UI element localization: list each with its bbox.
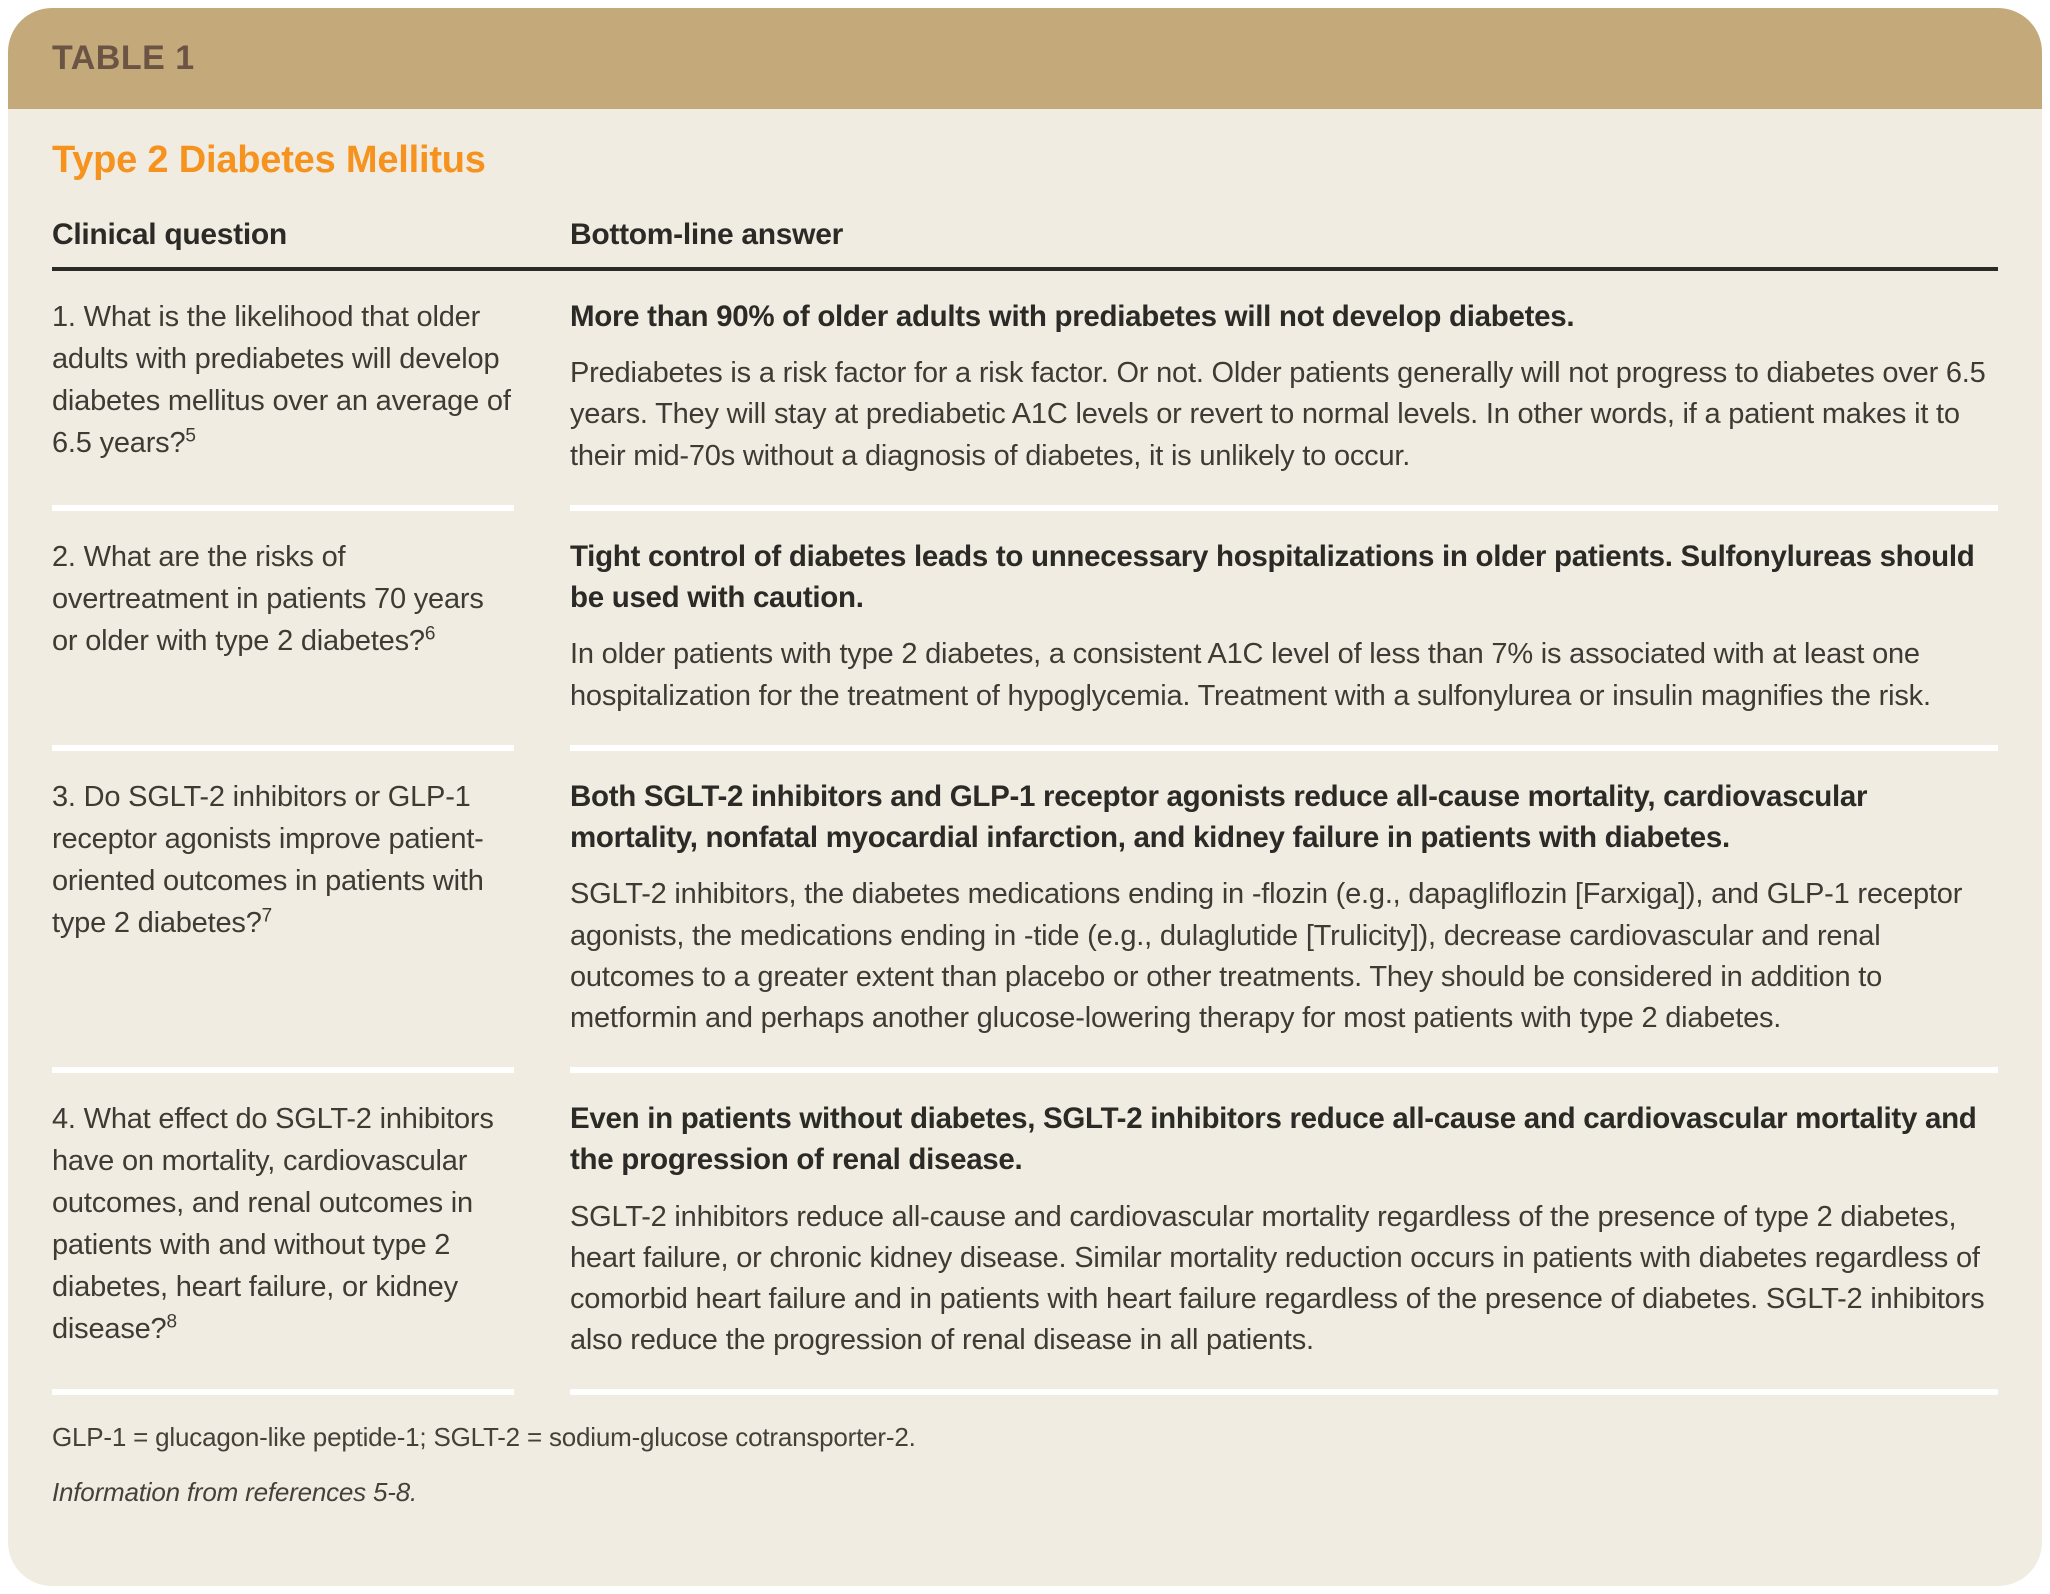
column-header-row xyxy=(52,218,1998,267)
answer-bold-statement: Even in patients without diabetes, SGLT-2 inhibitors reduce all-cause and cardiovascular mortality and the progression of renal disease. xyxy=(570,1102,1977,1177)
table-row-3-question xyxy=(52,751,514,1073)
table-row-4-question xyxy=(52,1073,514,1395)
question-text: 1. What is the likelihood that older adults with prediabetes will develop diabetes mellitus over an average of 6.5 years? xyxy=(52,301,511,460)
table-title: Type 2 Diabetes Mellitus xyxy=(52,139,486,181)
question-text: 2. What are the risks of overtreatment in patients 70 years or older with type 2 diabetes? xyxy=(52,540,484,657)
table-row-4-answer xyxy=(570,1073,1998,1395)
question-reference: 5 xyxy=(185,425,196,447)
answer-detail: SGLT-2 inhibitors reduce all-cause and cardiovascular mortality regardless of the presence of type 2 diabetes, heart failure, or chronic kidney disease. Similar mortality reduction occurs in patients with diabetes regardless of comorbid heart failure and in patients with heart failure regardless of the presence of diabetes. SGLT-2 inhibitors also reduce the progression of renal disease in all patients. xyxy=(570,1200,1985,1357)
table-row-2-answer xyxy=(570,511,1998,751)
question-reference: 6 xyxy=(424,623,436,645)
table-header-band xyxy=(8,8,2042,109)
column-header-bottom-line-answer: Bottom-line answer xyxy=(570,218,843,251)
answer-detail: SGLT-2 inhibitors, the diabetes medications ending in -flozin (e.g., dapagliflozin [Farxiga]), and GLP-1 receptor agonists, the medications ending in -tide (e.g., dulaglutide [Trulicity]), decrease cardiovascular and renal outcomes to a greater extent than placebo or other treatments. They should be considered in addition to metformin and perhaps another glucose-lowering therapy for most patients with type 2 diabetes. xyxy=(570,878,1963,1034)
table-body-panel xyxy=(8,109,2042,1586)
qa-table xyxy=(52,271,1998,1395)
source-note: Information from references 5-8. xyxy=(52,1477,417,1508)
question-reference: 8 xyxy=(166,1311,177,1333)
table-row-1-question xyxy=(52,271,514,511)
answer-detail: Prediabetes is a risk factor for a risk factor. Or not. Older patients generally will not progress to diabetes over 6.5 years. They will stay at prediabetic A1C levels or revert to normal levels. In other words, if a patient makes it to their mid-70s without a diagnosis of diabetes, it is unlikely to occur. xyxy=(570,357,1986,472)
answer-bold-statement: More than 90% of older adults with prediabetes will not develop diabetes. xyxy=(570,300,1575,333)
table-row-3-answer xyxy=(570,751,1998,1073)
answer-detail: In older patients with type 2 diabetes, a consistent A1C level of less than 7% is associated with at least one hospitalization for the treatment of hypoglycemia. Treatment with a sulfonylurea or insulin magnifies the risk. xyxy=(570,638,1931,712)
table-row-1-answer xyxy=(570,271,1998,511)
column-header-clinical-question: Clinical question xyxy=(52,218,287,251)
table-row-2-question xyxy=(52,511,514,751)
answer-bold-statement: Both SGLT-2 inhibitors and GLP-1 receptor agonists reduce all-cause mortality, cardiovascular mortality, nonfatal myocardial infarction, and kidney failure in patients with diabetes. xyxy=(570,779,1868,855)
table-label: TABLE 1 xyxy=(52,39,195,77)
question-text: 4. What effect do SGLT-2 inhibitors have on mortality, cardiovascular outcomes, and renal outcomes in patients with and without type 2 diabetes, heart failure, or kidney disease? xyxy=(52,1103,494,1346)
question-reference: 7 xyxy=(261,905,273,927)
question-text: 3. Do SGLT-2 inhibitors or GLP-1 receptor agonists improve patient-oriented outcomes in patients with type 2 diabetes? xyxy=(52,780,484,939)
answer-bold-statement: Tight control of diabetes leads to unnecessary hospitalizations in older patients. Sulfonylureas should be used with caution. xyxy=(570,539,1975,615)
abbreviations-note: GLP-1 = glucagon-like peptide-1; SGLT-2 = sodium-glucose cotransporter-2. xyxy=(52,1422,916,1453)
